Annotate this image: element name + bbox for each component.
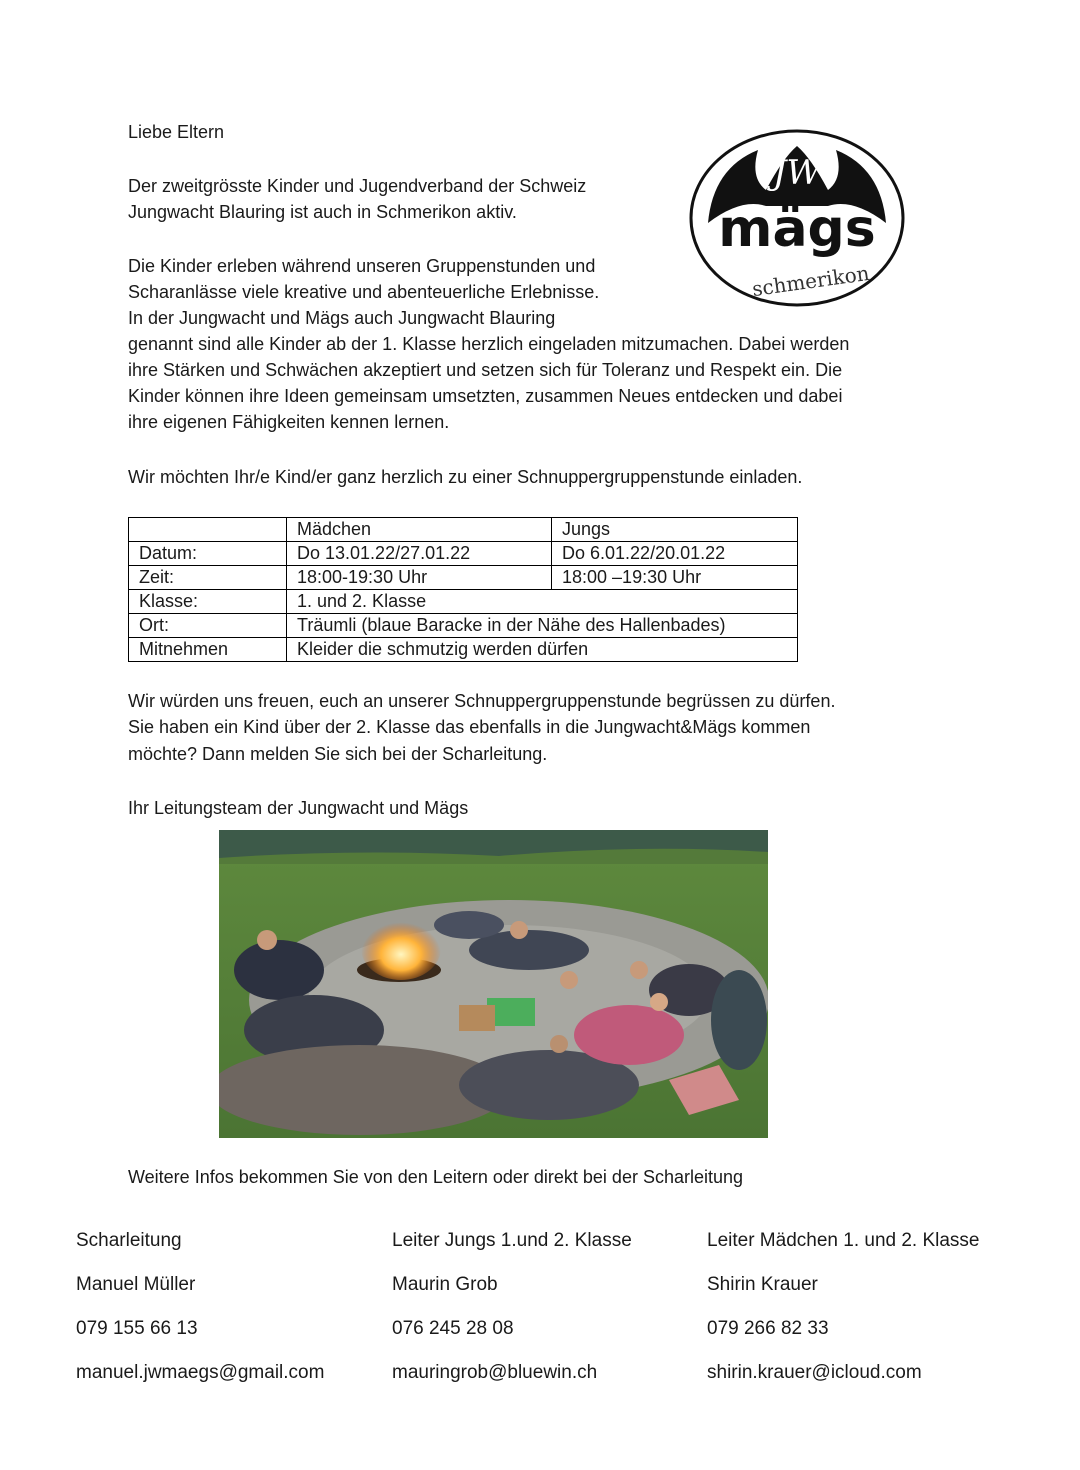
logo-main-text: mägs [718, 199, 876, 259]
signature: Ihr Leitungsteam der Jungwacht und Mägs [128, 798, 469, 818]
contact-email-jungs: mauringrob@bluewin.ch [392, 1362, 598, 1383]
campfire-photo [219, 830, 768, 1138]
logo-place-text: schmerikon [750, 260, 871, 302]
klasse-value: 1. und 2. Klasse [287, 590, 798, 614]
table-row [129, 638, 798, 662]
closing-line-3: möchte? Dann melden Sie sich bei der Scharleitung. [128, 744, 548, 764]
contact-email-scharleitung: manuel.jwmaegs@gmail.com [76, 1362, 325, 1383]
mitnehmen-value: Kleider die schmutzig werden dürfen [287, 638, 798, 662]
body-line-1: Die Kinder erleben während unseren Gruppenstunden und [128, 256, 596, 276]
contact-phone-jungs: 076 245 28 08 [392, 1318, 514, 1339]
closing-line-2: Sie haben ein Kind über der 2. Klasse das ebenfalls in die Jungwacht&Mägs kommen [128, 717, 811, 737]
row-label-klasse: Klasse: [129, 590, 287, 614]
zeit-jungs: 18:00 –19:30 Uhr [552, 566, 798, 590]
table-header-jungs: Jungs [552, 518, 798, 542]
invite-text: Wir möchten Ihr/e Kind/er ganz herzlich zu einer Schnuppergruppenstunde einladen. [128, 467, 803, 487]
row-label-zeit: Zeit: [129, 566, 287, 590]
datum-maedchen: Do 13.01.22/27.01.22 [287, 542, 552, 566]
row-label-ort: Ort: [129, 614, 287, 638]
body-line-2: Scharanlässe viele kreative und abenteuerliche Erlebnisse. [128, 282, 600, 302]
contact-email-maedchen: shirin.krauer@icloud.com [707, 1362, 922, 1383]
table-row [129, 566, 798, 590]
row-label-datum: Datum: [129, 542, 287, 566]
intro-line-2: Jungwacht Blauring ist auch in Schmerikon aktiv. [128, 202, 517, 222]
contact-name-jungs: Maurin Grob [392, 1274, 498, 1295]
table-header-row [129, 518, 798, 542]
logo-top-text: JW [772, 153, 822, 193]
further-info: Weitere Infos bekommen Sie von den Leitern oder direkt bei der Scharleitung [128, 1167, 744, 1187]
contact-role-scharleitung: Scharleitung [76, 1230, 182, 1251]
contact-name-scharleitung: Manuel Müller [76, 1274, 196, 1295]
row-label-mitnehmen: Mitnehmen [129, 638, 287, 662]
contact-phone-scharleitung: 079 155 66 13 [76, 1318, 198, 1339]
body-line-4: genannt sind alle Kinder ab der 1. Klasse herzlich eingeladen mitzumachen. Dabei werden [128, 334, 850, 354]
greeting: Liebe Eltern [128, 122, 225, 142]
ort-value: Träumli (blaue Baracke in der Nähe des Hallenbades) [287, 614, 798, 638]
body-line-7: ihre eigenen Fähigkeiten kennen lernen. [128, 412, 450, 432]
datum-jungs: Do 6.01.22/20.01.22 [552, 542, 798, 566]
table-header-maedchen: Mädchen [287, 518, 552, 542]
table-row [129, 542, 798, 566]
closing-line-1: Wir würden uns freuen, euch an unserer Schnuppergruppenstunde begrüssen zu dürfen. [128, 691, 836, 711]
table-row [129, 590, 798, 614]
jw-maegs-logo [688, 128, 906, 308]
body-line-3: In der Jungwacht und Mägs auch Jungwacht Blauring [128, 308, 556, 328]
zeit-maedchen: 18:00-19:30 Uhr [287, 566, 552, 590]
table-header-empty [129, 518, 287, 542]
body-line-5: ihre Stärken und Schwächen akzeptiert und setzen sich für Toleranz und Respekt ein. Die [128, 360, 843, 380]
contact-name-maedchen: Shirin Krauer [707, 1274, 818, 1295]
contact-role-maedchen: Leiter Mädchen 1. und 2. Klasse [707, 1230, 980, 1251]
contact-phone-maedchen: 079 266 82 33 [707, 1318, 829, 1339]
schedule-table [128, 517, 798, 662]
intro-line-1: Der zweitgrösste Kinder und Jugendverband der Schweiz [128, 176, 587, 196]
table-row [129, 614, 798, 638]
contact-role-jungs: Leiter Jungs 1.und 2. Klasse [392, 1230, 632, 1251]
body-line-6: Kinder können ihre Ideen gemeinsam umsetzten, zusammen Neues entdecken und dabei [128, 386, 843, 406]
